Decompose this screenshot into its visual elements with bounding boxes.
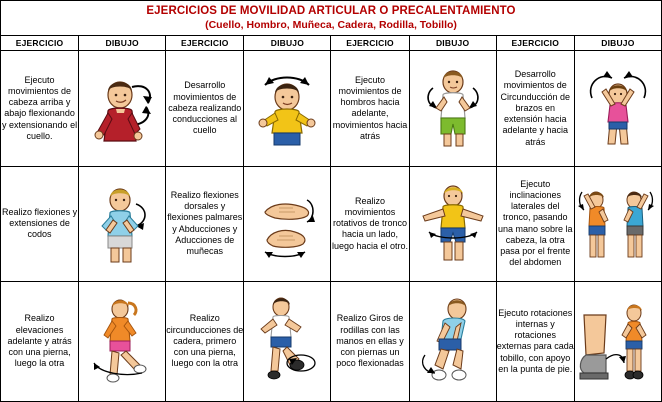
lateral-trunk-bend-figure [574,166,661,281]
elbow-flexion-figure [79,166,166,281]
exercise-description: Desarrollo movimientos de cabeza realizando conducciones al cuello [166,51,244,166]
header-exercise-2: EJERCICIO [166,36,244,51]
trunk-rotation-figure [409,166,496,281]
header-exercise-3: EJERCICIO [331,36,409,51]
exercise-description: Ejecuto rotaciones internas y rotaciones externas para cada tobillo, con apoyo en la punta de pie. [496,281,574,401]
arm-circumduction-figure [574,51,661,166]
hip-circumduction-figure [244,281,331,401]
exercise-description: Realizo elevaciones adelante y atrás con una pierna, luego la otra [1,281,79,401]
header-drawing-2: DIBUJO [244,36,331,51]
header-exercise-4: EJERCICIO [496,36,574,51]
header-drawing-1: DIBUJO [79,36,166,51]
leg-swing-figure [79,281,166,401]
header-drawing-3: DIBUJO [409,36,496,51]
table-row [1,166,662,281]
header-row [1,36,662,51]
exercise-description: Ejecuto inclinaciones laterales del tronco, pasando una mano sobre la cabeza, la otra pasa por el frente del abdomen [496,166,574,281]
table-row [1,51,662,166]
neck-flexion-extension-figure [79,51,166,166]
exercise-description: Realizo flexiones dorsales y flexiones palmares y Abducciones y Aducciones de muñecas [166,166,244,281]
exercise-description: Realizo movimientos rotativos de tronco hacia un lado, luego hacia el otro. [331,166,409,281]
exercise-description: Realizo flexiones y extensiones de codos [1,166,79,281]
neck-rotation-figure [244,51,331,166]
exercise-description: Realizo Giros de rodillas con las manos en ellas y con piernas un poco flexionadas [331,281,409,401]
title-main: EJERCICIOS DE MOVILIDAD ARTICULAR O PRECALENTAMIENTO [146,5,516,18]
wrist-movements-figure [244,166,331,281]
exercise-description: Ejecuto movimientos de hombros hacia adelante, movimientos hacia atrás [331,51,409,166]
header-drawing-4: DIBUJO [574,36,661,51]
title-row [1,1,662,36]
exercise-description: Desarrollo movimientos de Circunducción de brazos en extensión hacia adelante y hacia atrás [496,51,574,166]
exercise-description: Realizo circunducciones de cadera, primero con una pierna, luego con la otra [166,281,244,401]
shoulder-circles-figure [409,51,496,166]
table-row [1,281,662,401]
exercise-description: Ejecuto movimientos de cabeza arriba y abajo flexionando y extensionando el cuello. [1,51,79,166]
ankle-rotation-figure [574,281,661,401]
header-exercise-1: EJERCICIO [1,36,79,51]
knee-circles-figure [409,281,496,401]
title-sub: (Cuello, Hombro, Muñeca, Cadera, Rodilla, Tobillo) [205,18,457,31]
document-title [1,1,662,36]
